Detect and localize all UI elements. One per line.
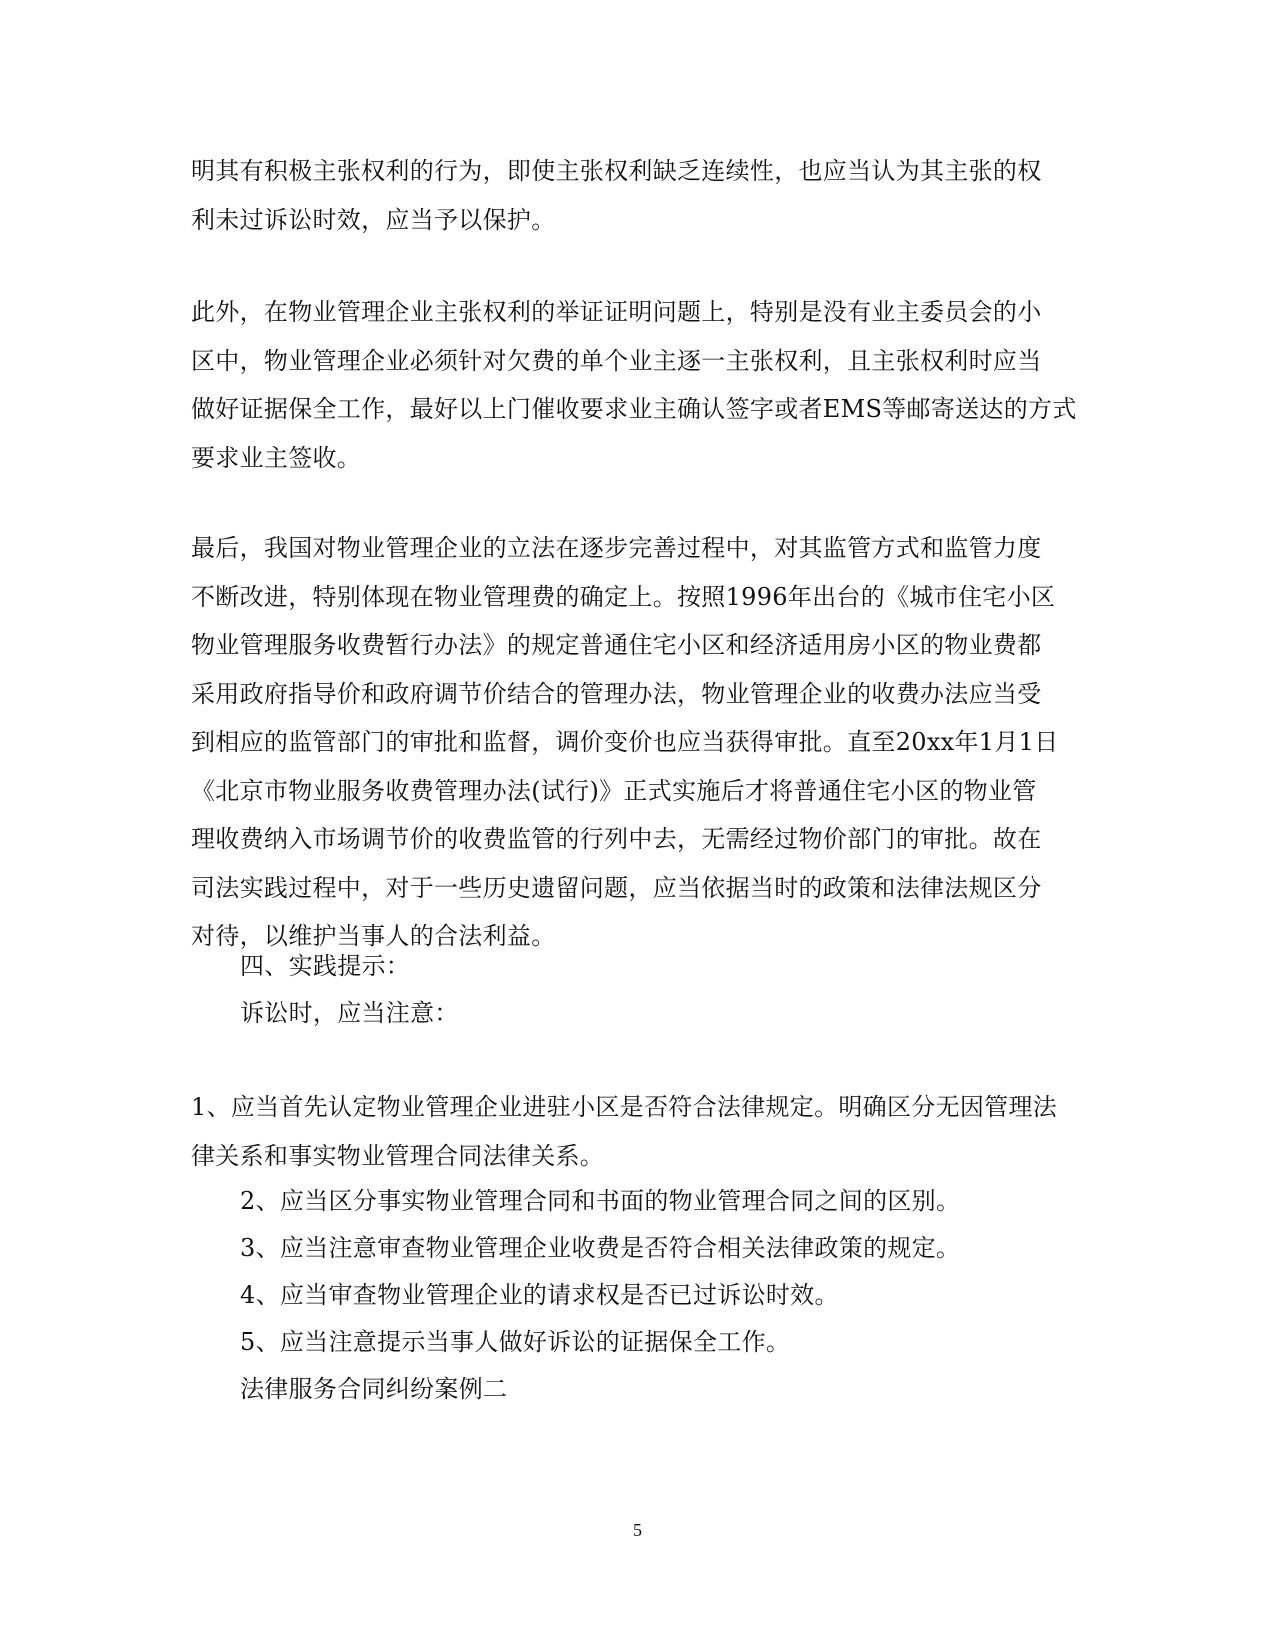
text-line: 做好证据保全工作，最好以上门催收要求业主确认签字或者EMS等邮寄送达的方式 <box>191 395 1077 423</box>
section-heading <box>240 942 1090 991</box>
text-line: 区中，物业管理企业必须针对欠费的单个业主逐一主张权利，且主张权利时应当 <box>191 346 1042 375</box>
list-item-3 <box>240 1224 1090 1273</box>
list-item-2 <box>240 1177 1090 1226</box>
list-item-text: 3、应当注意审查物业管理企业收费是否符合相关法律政策的规定。 <box>240 1234 961 1262</box>
text-line: 最后，我国对物业管理企业的立法在逐步完善过程中，对其监管方式和监管力度 <box>191 534 1042 562</box>
text-line: 到相应的监管部门的审批和监督，调价变价也应当获得审批。直至20xx年1月1日 <box>191 728 1059 756</box>
page-number: 5 <box>633 1520 642 1540</box>
text-line: 要求业主签收。 <box>191 443 362 472</box>
litigation-note-text: 诉讼时，应当注意： <box>240 999 459 1027</box>
list-item-text: 5、应当注意提示当事人做好诉讼的证据保全工作。 <box>240 1328 791 1356</box>
case-title <box>240 1365 1090 1414</box>
text-line: 物业管理服务收费暂行办法》的规定普通住宅小区和经济适用房小区的物业费都 <box>191 631 1042 659</box>
text-line: 不断改进，特别体现在物业管理费的确定上。按照1996年出台的《城市住宅小区 <box>191 582 1056 611</box>
text-line: 采用政府指导价和政府调节价结合的管理办法，物业管理企业的收费办法应当受 <box>191 679 1042 708</box>
text-line: 利未过诉讼时效，应当予以保护。 <box>191 205 556 234</box>
text-line: 理收费纳入市场调节价的收费监管的行列中去，无需经过物价部门的审批。故在 <box>191 825 1042 853</box>
text-line: 明其有积极主张权利的行为，即使主张权利缺乏连续性，也应当认为其主张的权 <box>191 157 1042 185</box>
list-item-4 <box>240 1271 1090 1320</box>
list-item-text: 2、应当区分事实物业管理合同和书面的物业管理合同之间的区别。 <box>240 1187 961 1215</box>
list-item-5 <box>240 1318 1090 1367</box>
text-line: 1、应当首先认定物业管理企业进驻小区是否符合法律规定。明确区分无因管理法 <box>191 1093 1058 1121</box>
list-item-text: 4、应当审查物业管理企业的请求权是否已过诉讼时效。 <box>240 1281 839 1309</box>
text-line: 律关系和事实物业管理合同法律关系。 <box>191 1141 605 1170</box>
paragraph-2 <box>191 288 1091 482</box>
case-title-text: 法律服务合同纠纷案例二 <box>240 1375 508 1403</box>
text-line: 此外，在物业管理企业主张权利的举证证明问题上，特别是没有业主委员会的小 <box>191 298 1042 326</box>
text-line: 司法实践过程中，对于一些历史遗留问题，应当依据当时的政策和法律法规区分 <box>191 873 1042 902</box>
litigation-note <box>240 989 1090 1038</box>
list-item-1 <box>191 1083 1091 1180</box>
paragraph-3 <box>191 524 1091 961</box>
text-line: 《北京市物业服务收费管理办法(试行)》正式实施后才将普通住宅小区的物业管 <box>191 776 1037 805</box>
paragraph-1 <box>191 147 1091 244</box>
text-line: 对待，以维护当事人的合法利益。 <box>191 922 556 950</box>
section-heading-text: 四、实践提示： <box>240 952 411 980</box>
